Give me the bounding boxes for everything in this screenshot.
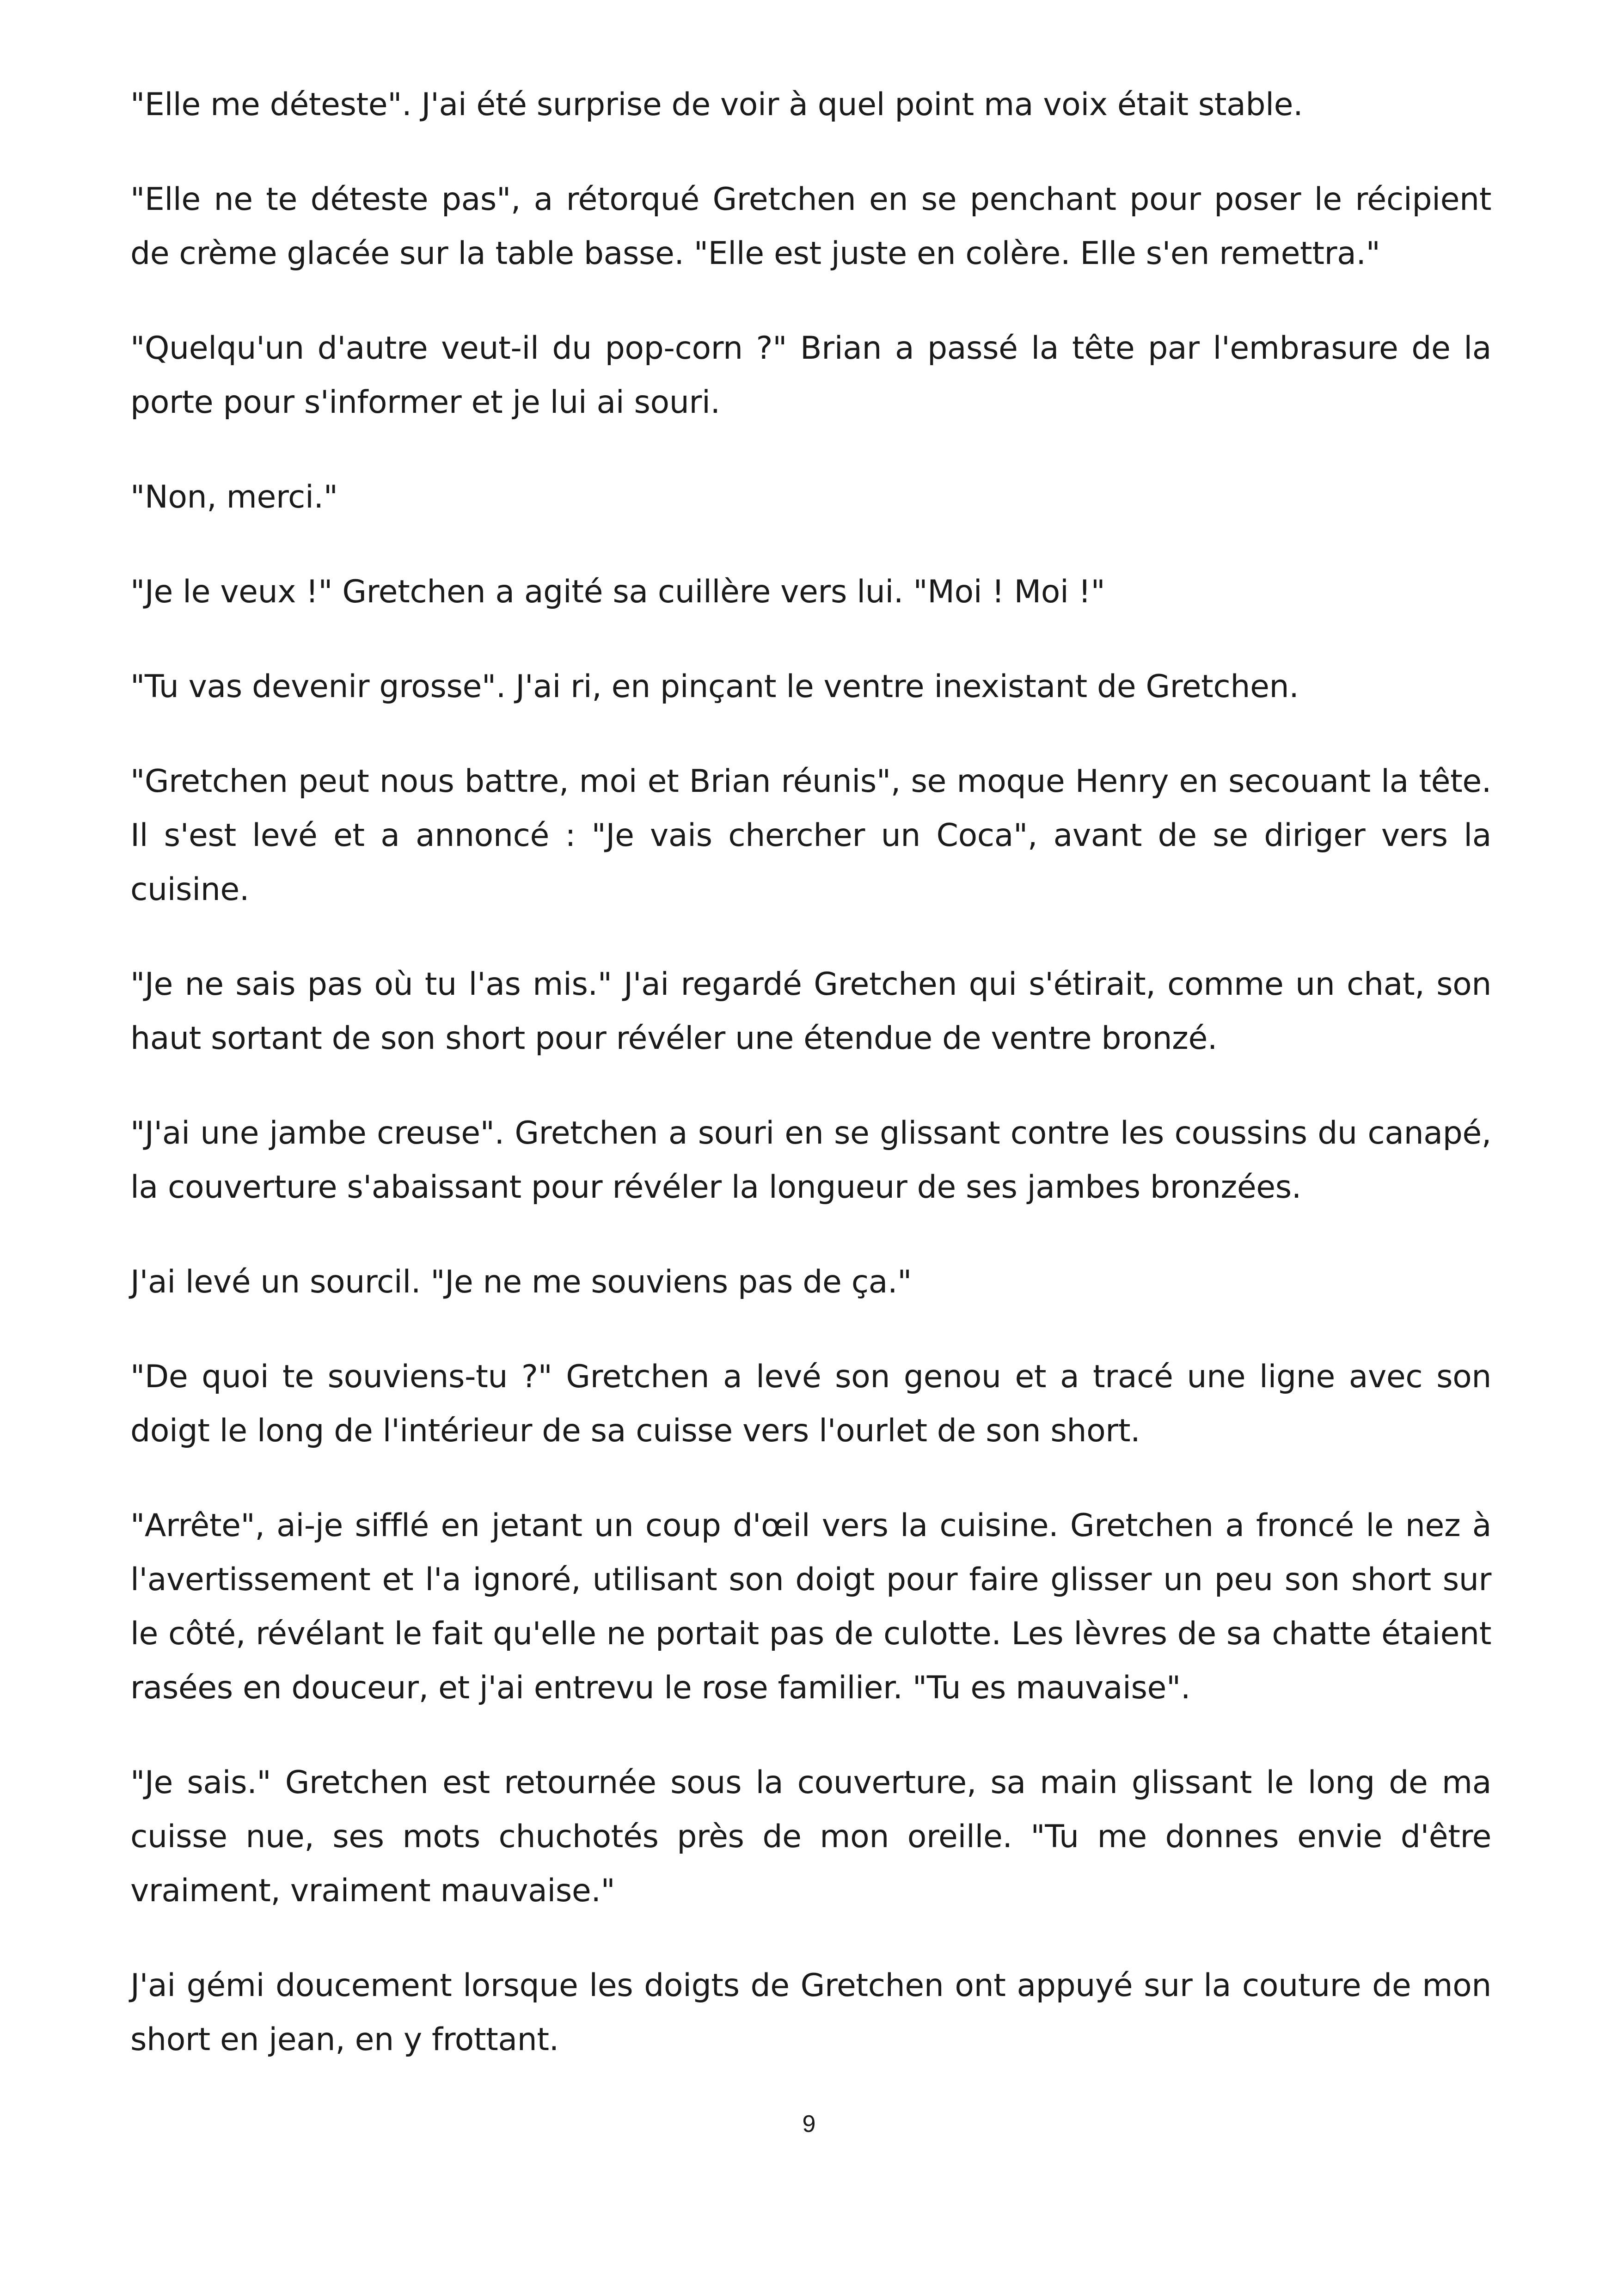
paragraph-6: "Tu vas devenir grosse". J'ai ri, en pinçant le ventre inexistant de Gretchen. (130, 668, 1299, 705)
paragraph-14: J'ai gémi doucement lorsque les doigts de Gretchen ont appuyé sur la couture de mon short en jean, en y frottant. (130, 1967, 1491, 2058)
paragraph-1: "Elle me déteste". J'ai été surprise de voir à quel point ma voix était stable. (130, 86, 1303, 123)
paragraph-7: "Gretchen peut nous battre, moi et Brian réunis", se moque Henry en secouant la tête. Il s'est levé et a annoncé : "Je vais chercher un Coca", avant de se diriger vers la cuisine. (130, 763, 1491, 908)
page-number: 9 (802, 2111, 816, 2137)
paragraph-4: "Non, merci." (130, 479, 338, 515)
paragraph-8: "Je ne sais pas où tu l'as mis." J'ai regardé Gretchen qui s'étirait, comme un chat, son haut sortant de son short pour révéler une étendue de ventre bronzé. (130, 966, 1491, 1057)
paragraph-13: "Je sais." Gretchen est retournée sous la couverture, sa main glissant le long de ma cuisse nue, ses mots chuchotés près de mon oreille. "Tu me donnes envie d'être vraiment, vraiment mauvaise." (130, 1764, 1491, 1909)
paragraph-12: "Arrête", ai-je sifflé en jetant un coup d'œil vers la cuisine. Gretchen a froncé le nez à l'avertissement et l'a ignoré, utilisant son doigt pour faire glisser un peu son short sur le côté, révélant le fait qu'elle ne portait pas de culotte. Les lèvres de sa chatte étaient rasées en douceur, et j'ai entrevu le rose familier. "Tu es mauvaise". (130, 1507, 1491, 1706)
paragraph-10: J'ai levé un sourcil. "Je ne me souviens pas de ça." (130, 1264, 912, 1300)
paragraph-3: "Quelqu'un d'autre veut-il du pop-corn ?" Brian a passé la tête par l'embrasure de la porte pour s'informer et je lui ai souri. (130, 330, 1491, 421)
document-body (130, 78, 1491, 2107)
paragraph-5: "Je le veux !" Gretchen a agité sa cuillère vers lui. "Moi ! Moi !" (130, 574, 1105, 610)
paragraph-11: "De quoi te souviens-tu ?" Gretchen a levé son genou et a tracé une ligne avec son doigt le long de l'intérieur de sa cuisse vers l'ourlet de son short. (130, 1359, 1491, 1449)
paragraph-2: "Elle ne te déteste pas", a rétorqué Gretchen en se penchant pour poser le récipient de crème glacée sur la table basse. "Elle est juste en colère. Elle s'en remettra." (130, 181, 1491, 272)
paragraph-9: "J'ai une jambe creuse". Gretchen a souri en se glissant contre les coussins du canapé, la couverture s'abaissant pour révéler la longueur de ses jambes bronzées. (130, 1115, 1491, 1206)
